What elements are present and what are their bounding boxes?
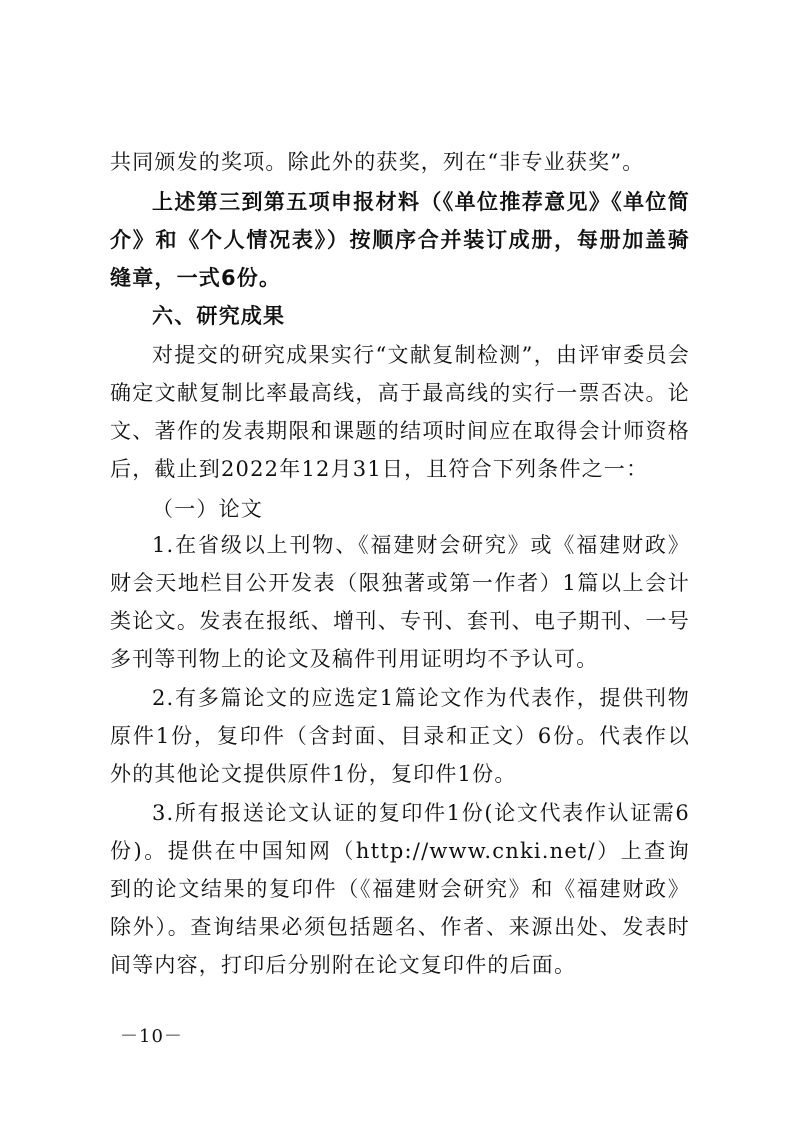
paragraph-paper-condition-1: 1.在省级以上刊物、《福建财会研究》或《福建财政》财会天地栏目公开发表（限独著或第一作者）1篇以上会计类论文。发表在报纸、增刊、专刊、套刊、电子期刊、一号多刊等刊物上的论文及稿件刊用证明均不予认可。 <box>110 533 690 671</box>
page-number: －10－ <box>120 1026 183 1047</box>
paragraph-paper-condition-2: 2.有多篇论文的应选定1篇论文作为代表作，提供刊物原件1份，复印件（含封面、目录和正文）6份。代表作以外的其他论文提供原件1份，复印件1份。 <box>110 686 690 786</box>
paragraph-binding-requirement: 上述第三到第五项申报材料（《单位推荐意见》《单位简介》和《个人情况表》）按顺序合并装订成册，每册加盖骑缝章，一式6份。 <box>110 190 690 290</box>
section-heading-research-results: 六、研究成果 <box>152 304 286 328</box>
paragraph-award-note: 共同颁发的奖项。除此外的获奖，列在“非专业获奖”。 <box>110 150 645 174</box>
paragraph-research-rules: 对提交的研究成果实行“文献复制检测”，由评审委员会确定文献复制比率最高线，高于最高线的实行一票否决。论文、著作的发表期限和课题的结项时间应在取得会计师资格后，截止到2022年12月31日，且符合下列条件之一： <box>110 343 690 481</box>
paragraph-paper-condition-3: 3.所有报送论文认证的复印件1份(论文代表作认证需6份)。提供在中国知网（http://www.cnki.net/）上查询到的论文结果的复印件（《福建财会研究》和《福建财政》除外）。查询结果必须包括题名、作者、来源出处、发表时间等内容，打印后分别附在论文复印件的后面。 <box>110 801 690 977</box>
subsection-heading-papers: （一）论文 <box>152 497 263 521</box>
